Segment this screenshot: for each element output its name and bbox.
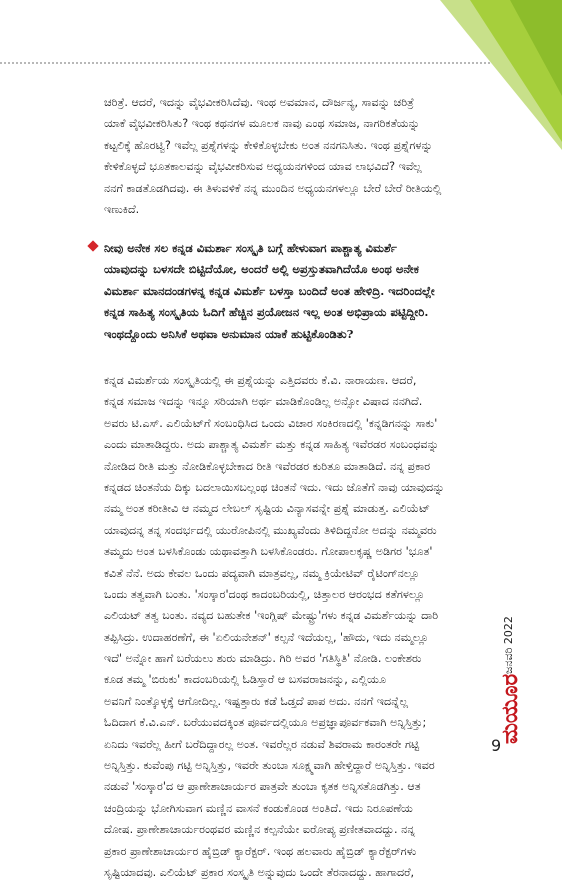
text-line: ಕನ್ನಡದ ಚಿಂತನೆಯ ದಿಕ್ಕು ಬದಲಾಯಿಸಬಲ್ಲಂಥ ಚಿಂತನೆ ಇದು. ಇದು ಜೊತೆಗೆ ನಾವು ಯಾವುದನ್ನು [104, 480, 445, 494]
text-line: ಇದೆ' ಅನ್ನೋ ಹಾಗೆ ಬರೆಯಲು ಶುರು ಮಾಡಿದ್ರು. ಗಿರಿ ಅವರ 'ಗತಿಸ್ಥಿತಿ' ನೋಡಿ. ಲಂಕೇಶರು [104, 652, 422, 666]
text-line: ಕನ್ನಡ ಸಮಾಜ ಇದನ್ನು ಇನ್ನೂ ಸರಿಯಾಗಿ ಅರ್ಥ ಮಾಡಿಕೊಂಡಿಲ್ಲ ಅನ್ಸೋ ವಿಷಾದ ನನಗಿದೆ. [104, 395, 423, 409]
text-line: ಕೂಡ ತಮ್ಮ 'ಬಿರುಕು' ಕಾದಂಬರಿಯಲ್ಲಿ ಓಡಿಸ್ತಾರೆ ಆ ಬಸವರಾಜನನ್ನು, ಎಲ್ಲಿಯೂ [104, 673, 387, 687]
text-line: ವಿಮರ್ಶಾ ಮಾನದಂಡಗಳನ್ನ ಕನ್ನಡ ವಿಮರ್ಶೆ ಬಳಸ್ತಾ ಬಂದಿದೆ ಅಂತ ಹೇಳಿದ್ರಿ. ಇದರಿಂದಲ್ಲೇ [104, 283, 435, 298]
magazine-name: ಮಯೂರ [498, 673, 523, 744]
issue-date: ಜನವರಿ 2022 [502, 616, 515, 674]
text-line: ತಮ್ಮದು ಅಂತ ಬಳಸಿಕೊಂಡು ಯಥಾವತ್ತಾಗಿ ಬಳಸಿಕೊಂಡರು. ಗೋಪಾಲಕೃಷ್ಣ ಅಡಿಗರ 'ಭೂತ' [104, 545, 433, 559]
text-line: ಯಾವುದನ್ನು ಬಳಸದೇ ಬಿಟ್ಟಿದೆಯೋ, ಅಂದರೆ ಅಲ್ಲಿ ಅಪ್ರಸ್ತುತವಾಗಿದೆಯೊ ಅಂಥ ಅನೇಕ [104, 262, 419, 277]
text-line: ಯಾವುದನ್ನ ತನ್ನ ಸಂದರ್ಭದಲ್ಲಿ ಯುರೋಪಿನಲ್ಲಿ ಮುಖ್ಯವೆಂದು ತಿಳಿದಿದ್ದನೋ ಅದನ್ನು ನಮ್ಮವರು [104, 523, 437, 537]
text-line: ಒಂದು ತತ್ವವಾಗಿ ಬಂತು. 'ಸಂಸ್ಕಾರ'ದಂಥ ಕಾದಂಬರಿಯಲ್ಲಿ, ಚಿತ್ತಾಲರ ಆರಂಭದ ಕತೆಗಳಲ್ಲೂ [104, 587, 425, 601]
header-dotted-rule [0, 62, 490, 64]
text-line: ಚರಿತ್ರೆ. ಆದರೆ, ಇದನ್ನು ವೈಭವೀಕರಿಸಿದೆವು. ಇಂಥ ಅವಮಾನ, ದೌರ್ಜನ್ಯ, ಸಾವನ್ನು ಚರಿತ್ರೆ [104, 96, 414, 109]
text-line: ಕವಿತೆ ನೆನೆ. ಅದು ಕೇವಲ ಒಂದು ಪದ್ಯವಾಗಿ ಮಾತ್ರವಲ್ಲ, ನಮ್ಮ ಕ್ರಿಯೇಟಿವ್ ರೈಟಿಂಗ್‌ನಲ್ಲೂ [104, 566, 420, 580]
text-line: ದೋಷ. ಪ್ರಾಣೇಶಾಚಾರ್ಯರಂಥವರ ಮಣ್ಣಿನ ಕಲ್ಪನೆಯೇ ಐರೋಪ್ಯ ಪ್ರಣೀತವಾದದ್ದು. ನನ್ನ [104, 823, 416, 837]
text-line: ಎಂದು ಮಾತಾಡಿದ್ದರು. ಅದು ಪಾಶ್ಚಾತ್ಯ ವಿಮರ್ಶೆ ಮತ್ತು ಕನ್ನಡ ಸಾಹಿತ್ಯ ಇವೆರಡರ ಸಂಬಂಧವನ್ನು [104, 438, 439, 452]
text-line: ಅವನಿಗೆ ನಿಂತ್ಕೊಳ್ಳಕ್ಕೆ ಆಗೋದಿಲ್ಲ. ಇಷ್ಟತ್ತಾರು ಕಡೆ ಓಡ್ತದೆ ಪಾಪ ಅದು. ನನಗೆ ಇದನ್ನೆಲ್ಲ [104, 694, 409, 708]
text-line: ಕನ್ನಡ ವಿಮರ್ಶೆಯ ಸಂಸ್ಕೃತಿಯಲ್ಲಿ ಈ ಪ್ರಶ್ನೆಯನ್ನು ಎತ್ತಿದವರು ಕೆ.ವಿ. ನಾರಾಯಣ. ಆದರೆ, [104, 374, 417, 387]
text-line: ನನಗೆ ಕಾಡತೊಡಗಿದವು. ಈ ತಿಳುವಳಿಕೆ ನನ್ನ ಮುಂದಿನ ಅಧ್ಯಯನಗಳಲ್ಲೂ ಬೇರೆ ಬೇರೆ ರೀತಿಯಲ್ಲಿ [104, 181, 442, 195]
text-line: ತಪ್ಪಿಸಿದ್ರು. ಉದಾಹರಣೆಗೆ, ಈ 'ಏಲಿಯನೇಶನ್' ಕಲ್ಪನೆ ಇದೆಯಲ್ಲ, 'ಹೌದು, ಇದು ನಮ್ಮಲ್ಲೂ [104, 630, 429, 644]
text-line: ಏನಿದು ಇವರೆಲ್ಲ ಹೀಗೆ ಬರೆದಿದ್ದಾರಲ್ಲ ಅಂತ. ಇವರೆಲ್ಲರ ನಡುವೆ ಶಿವರಾಮ ಕಾರಂತರೇ ಗಟ್ಟಿ [104, 737, 420, 751]
text-line: ನೀವು ಅನೇಕ ಸಲ ಕನ್ನಡ ವಿಮರ್ಶಾ ಸಂಸ್ಕೃತಿ ಬಗ್ಗೆ ಹೇಳುವಾಗ ಪಾಶ್ಚಾತ್ಯ ವಿಮರ್ಶೆ [104, 241, 397, 255]
paragraph-intro [104, 92, 476, 220]
paragraph-answer [104, 370, 476, 883]
text-line: ಅವರು ಟಿ.ಎಸ್. ಎಲಿಯೆಟ್‌ಗೆ ಸಂಬಂಧಿಸಿದ ಒಂದು ವಿಚಾರ ಸಂಕಿರಣದಲ್ಲಿ 'ಕನ್ನಡಿಗನನ್ನು ಸಾಕು' [104, 416, 438, 430]
question-bullet-icon [87, 240, 98, 251]
text-line: ನೋಡಿದ ರೀತಿ ಮತ್ತು ನೋಡಿಕೊಳ್ಳಬೇಕಾದ ರೀತಿ ಇವೆರಡರ ಕುರಿತೂ ಮಾತಾಡಿದೆ. ನನ್ನ ಪ್ರಕಾರ [104, 459, 431, 473]
text-line: ಅನ್ನಿಸ್ತಿತ್ತು. ಕುವೆಂಪು ಗಟ್ಟಿ ಅನ್ನಿಸ್ತಿತ್ತು, ಇವರೇ ತುಂಬಾ ಸೂಕ್ಷ್ಮವಾಗಿ ಹೇಳ್ತಿದ್ದಾರೆ ಅನ್ನಿಸ್ತಿತ್ತು. ಇವರ [104, 759, 435, 773]
text-line: ನಡುವೆ 'ಸಂಸ್ಕಾರ'ದ ಆ ಪ್ರಾಣೇಶಾಚಾರ್ಯರ ಪಾತ್ರವೇ ತುಂಬಾ ಕೃತಕ ಅನ್ನಿಸತೊಡಗಿತ್ತು. ಆತ [104, 780, 421, 794]
text-line: ಕಟ್ಟಲಿಕ್ಕೆ ಹೊರಟ್ವಿ? ಇವೆಲ್ಲ ಪ್ರಶ್ನೆಗಳನ್ನು ಕೇಳಿಕೊಳ್ಳಬೇಕು ಅಂತ ನನಗನಿಸಿತು. ಇಂಥ ಪ್ರಶ್ನೆಗಳನ್ನು [104, 138, 433, 152]
text-line: ನಮ್ಮ ಅಂತ ಕರೀತೀವಿ ಆ ನಮ್ಮದ ಲೇಬಲ್ ಸೃಷ್ಟಿಯ ವಿನ್ಯಾಸವನ್ನೇ ಪ್ರಶ್ನೆ ಮಾಡುತ್ತ. ಎಲಿಯೆಟ್ [104, 502, 431, 516]
text-line: ಓದಿದಾಗ ಕೆ.ವಿ.ಎನ್. ಬರೆಯುವದಕ್ಕಿಂತ ಪೂರ್ವದಲ್ಲಿಯೂ ಅಪ್ರಜ್ಞಾಪೂರ್ವಕವಾಗಿ ಅನ್ನಿಸ್ತಿತ್ತು; [104, 716, 427, 730]
text-line: ಇಂಥದ್ದೊಂದು ಅನಿಸಿಕೆ ಅಥವಾ ಅನುಮಾನ ಯಾಕೆ ಹುಟ್ಟಿಕೊಂಡಿತು? [104, 326, 354, 341]
sidebar-masthead [498, 596, 524, 744]
interview-question [104, 238, 476, 345]
text-line: ಕೇಳಿಕೊಳ್ಳದೆ ಭೂತಕಾಲವನ್ನು ವೈಭವೀಕರಿಸುವ ಅಧ್ಯಯನಗಳಿಂದ ಯಾವ ಲಾಭವಿದೆ? ಇವೆಲ್ಲ [104, 160, 422, 174]
text-line: ಸೃಷ್ಟಿಯಾದವು. ಎಲಿಯೆಟ್ ಪ್ರಕಾರ ಸಂಸ್ಕೃತಿ ಅನ್ನುವುದು ಒಂದೇ ತೆರನಾದದ್ದು. ಹಾಗಾದರೆ, [104, 865, 415, 879]
text-line: ಚಂದ್ರಿಯನ್ನು ಭೋಗಿಸುವಾಗ ಮಣ್ಣಿನ ವಾಸನೆ ಕಂಡುಕೊಂಡ ಅಂತಿದೆ. ಇದು ನಿರೂಪಣೆಯ [104, 801, 413, 815]
text-line: ಪ್ರಕಾರ ಪ್ರಾಣೇಶಾಚಾರ್ಯರ ಹೈಬ್ರಿಡ್ ಕ್ಯಾರೆಕ್ಟರ್. ಇಂಥ ಹಲವಾರು ಹೈಬ್ರಿಡ್ ಕ್ಯಾರೆಕ್ಟರ್‌ಗಳು [104, 844, 417, 858]
text-line: ಎಲಿಯಟ್ ತತ್ವ ಬಂತು. ನವ್ಯದ ಬಹುತೇಕ 'ಇಂಗ್ಲಿಷ್ ಮೇಷ್ಟ್ರು'ಗಳು ಕನ್ನಡ ವಿಮರ್ಶೆಯನ್ನು ದಾರಿ [104, 609, 439, 623]
text-line: ಇಣುಕಿದೆ. [104, 202, 140, 216]
text-line: ಯಾಕೆ ವೈಭವೀಕರಿಸಿತು? ಇಂಥ ಕಥನಗಳ ಮೂಲಕ ನಾವು ಎಂಥ ಸಮಾಜ, ನಾಗರಿಕತೆಯನ್ನು [104, 117, 420, 131]
text-line: ಕನ್ನಡ ಸಾಹಿತ್ಯ ಸಂಸ್ಕೃತಿಯ ಓದಿಗೆ ಹೆಚ್ಚಿನ ಪ್ರಯೋಜನ ಇಲ್ಲ ಅಂತ ಅಭಿಪ್ರಾಯ ಪಟ್ಟಿದ್ದೀರಿ. [104, 305, 429, 320]
page-number: 9 [491, 736, 502, 755]
